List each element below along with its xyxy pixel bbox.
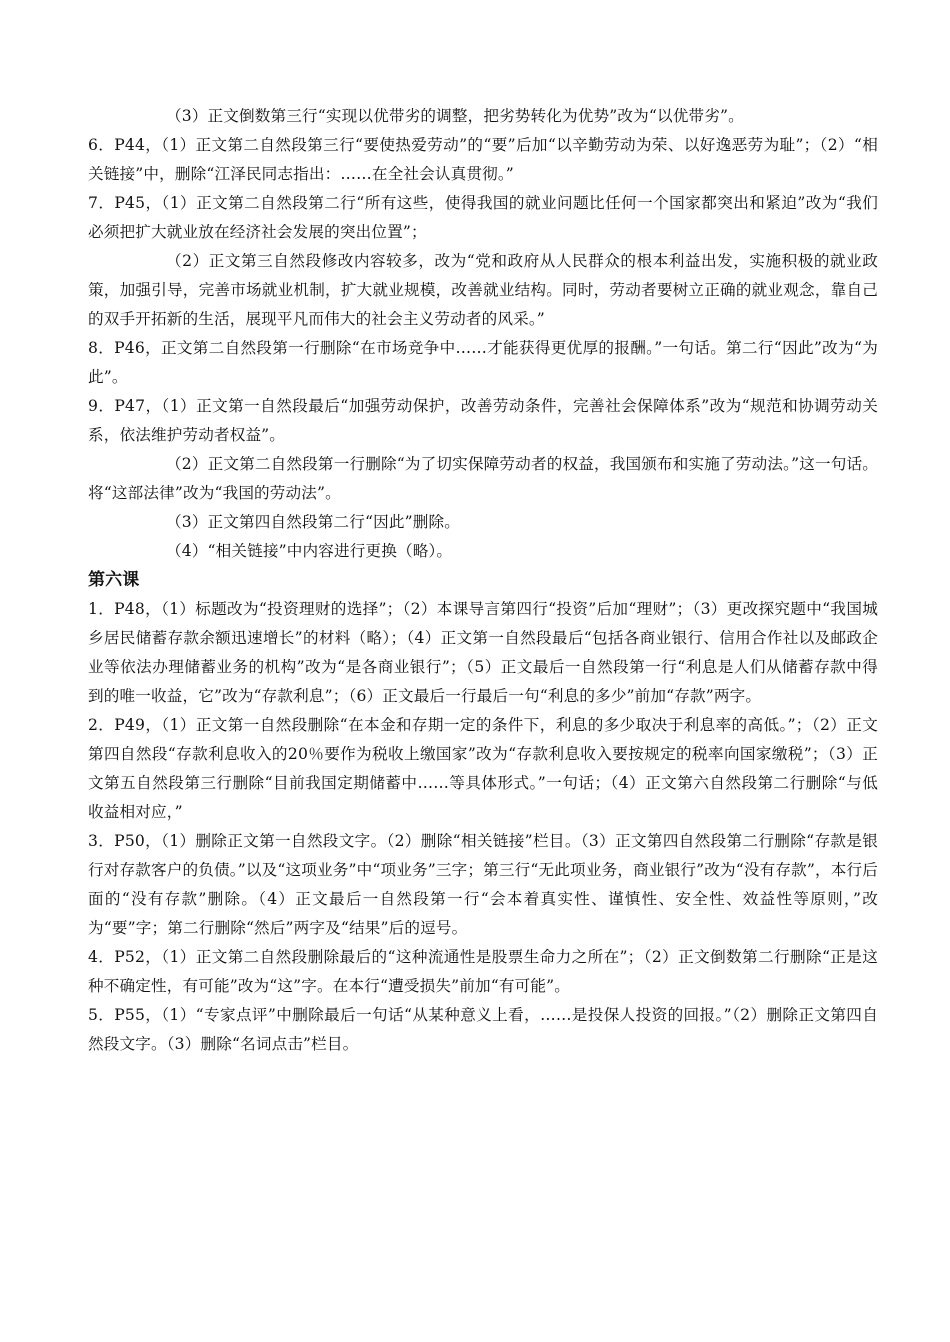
paragraph: （2）正文第三自然段修改内容较多，改为“党和政府从人民群众的根本利益出发，实施积极的就业政策，加强引导，完善市场就业机制，扩大就业规模，改善就业结构。同时，劳动者要树立正确的就业观念，靠自己的双手开拓新的生活，展现平凡而伟大的社会主义劳动者的风采。” — [88, 252, 878, 328]
paragraph: 9．P47，（1）正文第一自然段最后“加强劳动保护，改善劳动条件，完善社会保障体系”改为“规范和协调劳动关系，依法维护劳动者权益”。 — [88, 397, 878, 444]
paragraph: 3．P50，（1）删除正文第一自然段文字。（2）删除“相关链接”栏目。（3）正文第四自然段第二行删除“存款是银行对存款客户的负债。”以及“这项业务”中“项业务”三字；第三行“无此项业务，商业银行”改为“没有存款”，本行后面的“没有存款”删除。（4）正文最后一自然段第一行“会本着真实性、谨慎性、安全性、效益性等原则，”改为“要”字；第二行删除“然后”两字及“结果”后的逗号。 — [88, 832, 878, 937]
paragraph: 5．P55，（1）“专家点评”中删除最后一句话“从某种意义上看，……是投保人投资的回报。”（2）删除正文第四自然段文字。（3）删除“名词点击”栏目。 — [88, 1006, 878, 1053]
paragraph: 4．P52，（1）正文第二自然段删除最后的“这种流通性是股票生命力之所在”；（2）正文倒数第二行删除“正是这种不确定性，有可能”改为“这”字。在本行“遭受损失”前加“有可能”。 — [88, 948, 878, 995]
paragraph: 8．P46，正文第二自然段第一行删除“在市场竞争中……才能获得更优厚的报酬。”一句话。第二行“因此”改为“为此”。 — [88, 339, 878, 386]
paragraph: （3）正文第四自然段第二行“因此”删除。 — [166, 513, 460, 531]
paragraph: （2）正文第二自然段第一行删除“为了切实保障劳动者的权益，我国颁布和实施了劳动法。”这一句话。将“这部法律”改为“我国的劳动法”。 — [88, 455, 878, 502]
paragraph: （3）正文倒数第三行“实现以优带劣的调整，把劣势转化为优势”改为“以优带劣”。 — [166, 107, 744, 125]
paragraph: （4）“相关链接”中内容进行更换（略）。 — [166, 542, 453, 560]
paragraph: 1．P48，（1）标题改为“投资理财的选择”；（2）本课导言第四行“投资”后加“理财”；（3）更改探究题中“我国城乡居民储蓄存款余额迅速增长”的材料（略）；（4）正文第一自然段最后“包括各商业银行、信用合作社以及邮政企业等依法办理储蓄业务的机构”改为“是各商业银行”；（5）正文最后一自然段第一行“利息是人们从储蓄存款中得到的唯一收益，它”改为“存款利息”；（6）正文最后一行最后一句“利息的多少”前加“存款”两字。 — [88, 600, 878, 705]
paragraph: 2．P49，（1）正文第一自然段删除“在本金和存期一定的条件下，利息的多少取决于利息率的高低。”；（2）正文第四自然段“存款利息收入的20％要作为税收上缴国家”改为“存款利息收入要按规定的税率向国家缴税”；（3）正文第五自然段第三行删除“目前我国定期储蓄中……等具体形式。”一句话；（4）正文第六自然段第二行删除“与低收益相对应，” — [88, 716, 878, 821]
section-title: 第六课 — [88, 570, 140, 590]
document-body — [88, 102, 878, 1059]
paragraph: 6．P44，（1）正文第二自然段第三行“要使热爱劳动”的“要”后加“以辛勤劳动为荣、以好逸恶劳为耻”；（2）“相关链接”中，删除“江泽民同志指出：……在全社会认真贯彻。” — [88, 136, 878, 183]
paragraph: 7．P45，（1）正文第二自然段第二行“所有这些，使得我国的就业问题比任何一个国家都突出和紧迫”改为“我们必须把扩大就业放在经济社会发展的突出位置”； — [88, 194, 878, 241]
